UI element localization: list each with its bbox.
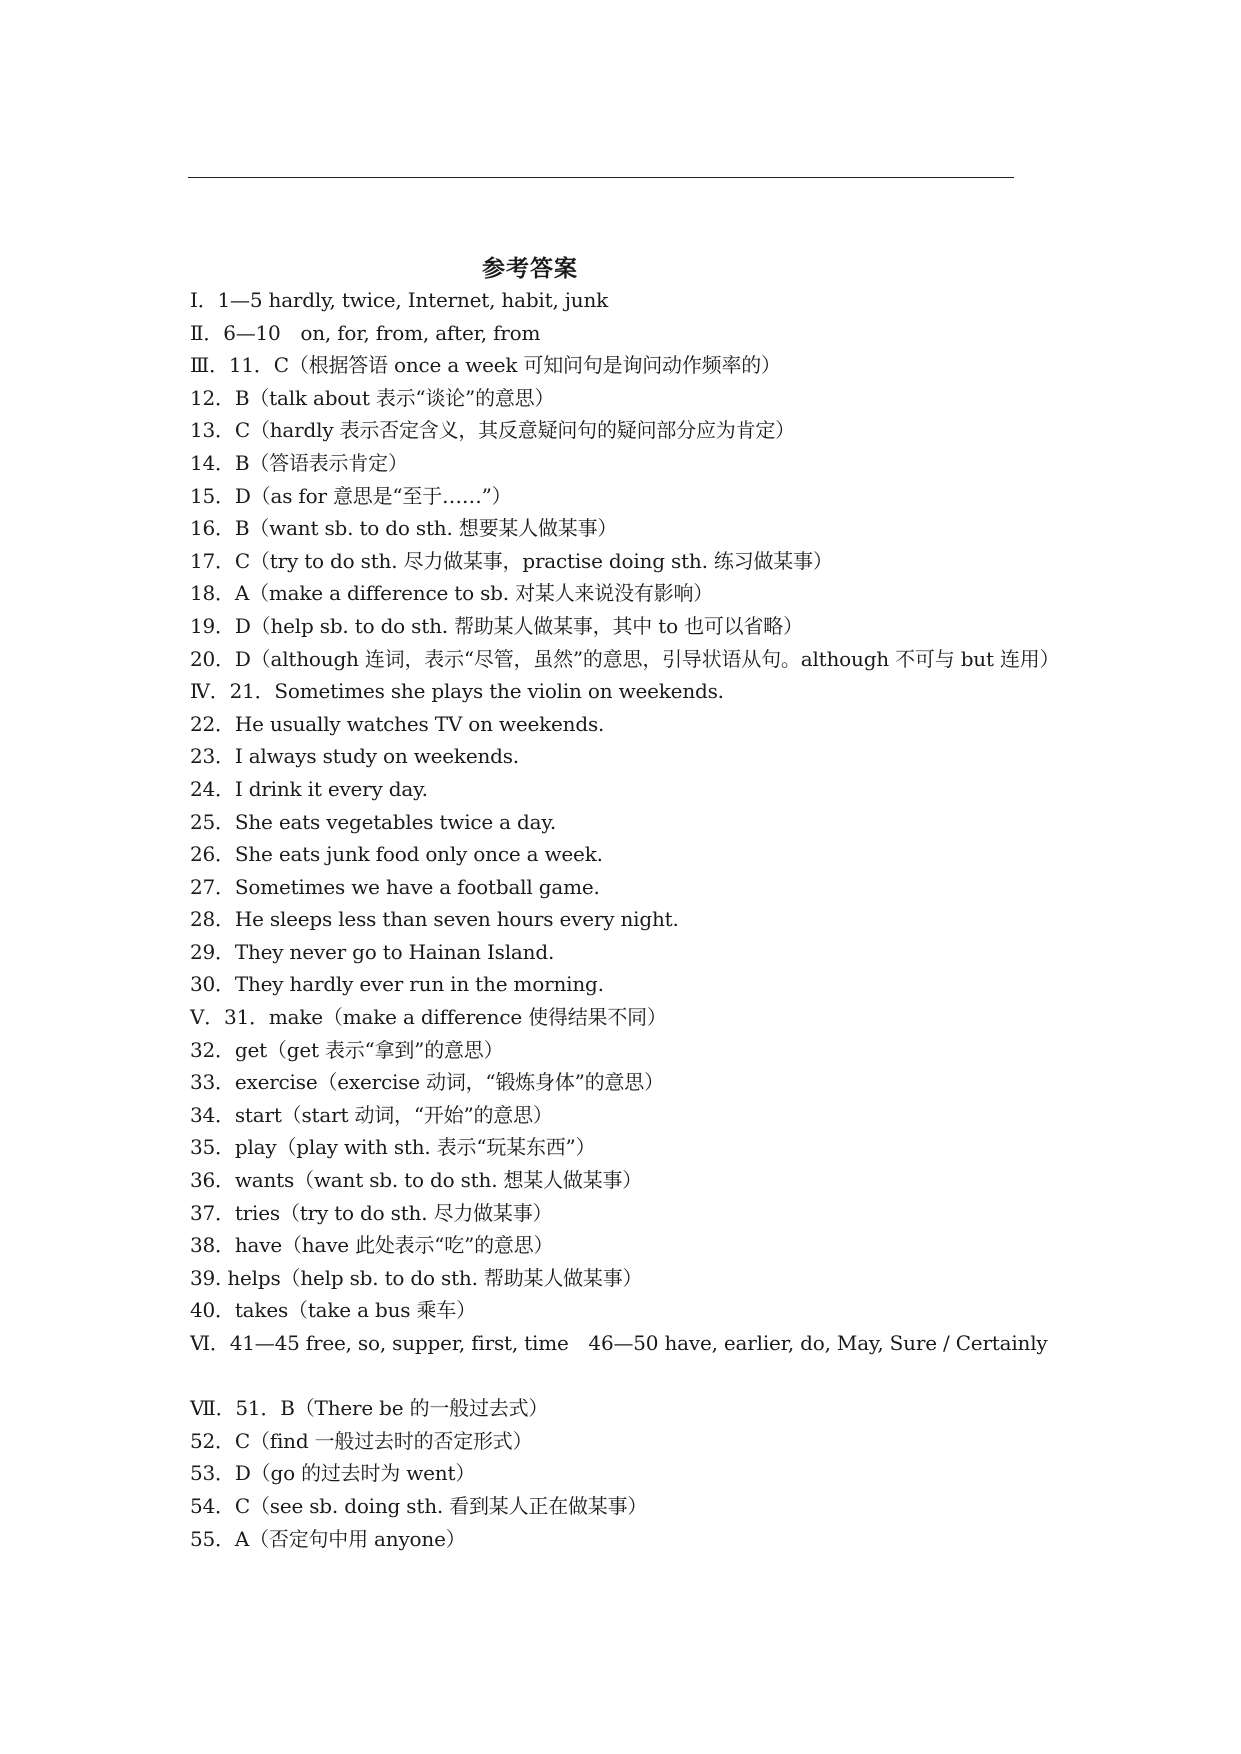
answer-line: Ⅰ．1—5 hardly, twice, Internet, habit, junk [190,288,609,312]
header-rule [188,177,1014,178]
answer-line: 18．A（make a difference to sb. 对某人来说没有影响） [190,581,714,606]
answer-line: 14．B（答语表示肯定） [190,450,408,475]
answer-line: 27．Sometimes we have a football game. [190,874,600,899]
answer-line: 54．C（see sb. doing sth. 看到某人正在做某事） [190,1493,648,1518]
answer-line: 37．tries（try to do sth. 尽力做某事） [190,1200,553,1225]
answer-line: 28．He sleeps less than seven hours every night. [190,907,679,932]
answer-line: 20．D（although 连词，表示“尽管，虽然”的意思，引导状语从句。although 不可与 but 连用） [190,646,1060,671]
answer-line: 23．I always study on weekends. [190,744,519,769]
answer-line: Ⅲ．11．C（根据答语 once a week 可知问句是询问动作频率的） [190,353,781,378]
answer-line: 26．She eats junk food only once a week. [190,842,603,867]
answer-line: Ⅵ．41—45 free, so, supper, first, time 46—50 have, earlier, do, May, Sure / Certainly [190,1331,1048,1355]
answer-list [190,284,1065,1555]
answer-line: 29．They never go to Hainan Island. [190,939,555,964]
answer-line: 12．B（talk about 表示“谈论”的意思） [190,385,555,410]
answer-line: 22．He usually watches TV on weekends. [190,711,605,736]
answer-line: 53．D（go 的过去时为 went） [190,1461,476,1486]
answer-line: 15．D（as for 意思是“至于……”） [190,483,512,508]
blank-line [190,1360,1065,1393]
answer-line: 33．exercise（exercise 动词，“锻炼身体”的意思） [190,1070,664,1095]
answer-line: 52．C（find 一般过去时的否定形式） [190,1428,533,1453]
answer-line: 19．D（help sb. to do sth. 帮助某人做某事，其中 to 也可以省略） [190,613,803,638]
answer-line: 13．C（hardly 表示否定含义，其反意疑问句的疑问部分应为肯定） [190,418,795,443]
answer-line: 36．wants（want sb. to do sth. 想某人做某事） [190,1168,643,1193]
answer-line: Ⅱ．6—10 on, for, from, after, from [190,320,541,345]
answer-line: 34．start（start 动词，“开始”的意思） [190,1102,553,1127]
answer-line: 32．get（get 表示“拿到”的意思） [190,1037,504,1062]
page-title: 参考答案 [482,255,578,282]
answer-line: 25．She eats vegetables twice a day. [190,809,556,834]
answer-line: 17．C（try to do sth. 尽力做某事，practise doing sth. 练习做某事） [190,548,833,573]
answer-line: 39. helps（help sb. to do sth. 帮助某人做某事） [190,1265,643,1290]
answer-line: Ⅴ．31．make（make a difference 使得结果不同） [190,1005,667,1030]
answer-line: 55．A（否定句中用 anyone） [190,1526,466,1551]
answer-line: Ⅶ．51．B（There be 的一般过去式） [190,1396,549,1421]
answer-line: 35．play（play with sth. 表示“玩某东西”） [190,1135,596,1160]
answer-line: 30．They hardly ever run in the morning. [190,972,604,997]
answer-line: 24．I drink it every day. [190,776,428,801]
answer-line: 38．have（have 此处表示“吃”的意思） [190,1233,554,1258]
answer-line: 40．takes（take a bus 乘车） [190,1298,476,1323]
answer-line: Ⅳ．21．Sometimes she plays the violin on weekends. [190,679,724,704]
answer-line: 16．B（want sb. to do sth. 想要某人做某事） [190,516,618,541]
